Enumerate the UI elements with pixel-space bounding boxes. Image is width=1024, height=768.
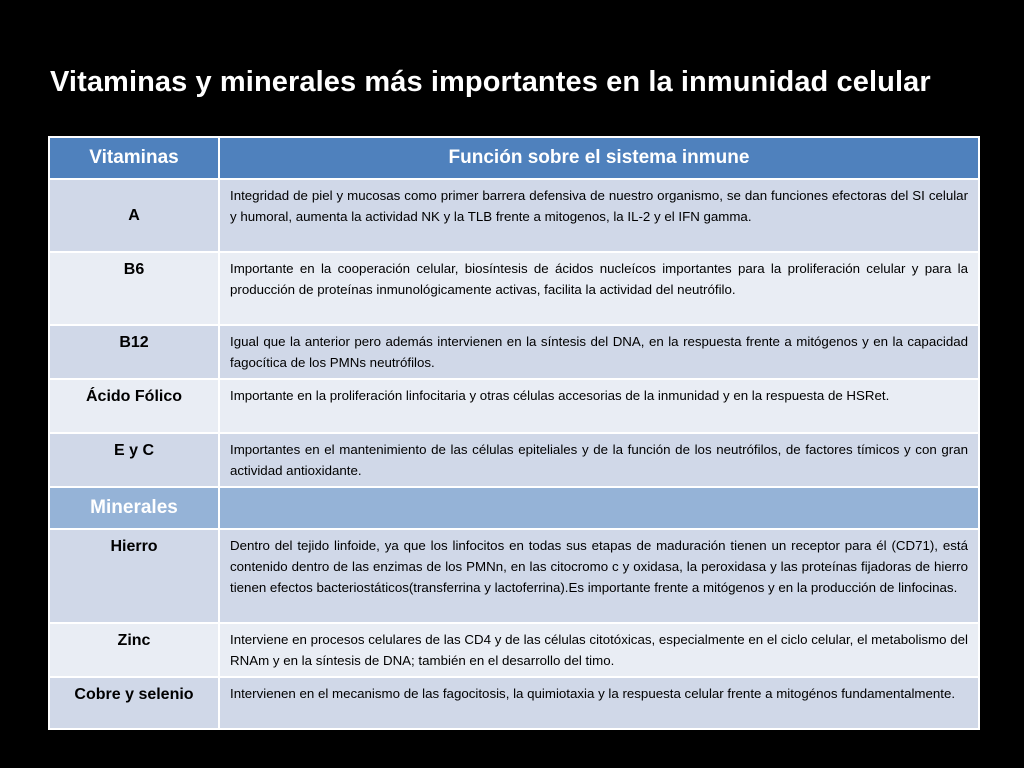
mineral-function: Interviene en procesos celulares de las CD4 y de las células citotóxicas, especialmente en el ciclo celular, el metabolismo del RNAm y en la síntesis de DNA; también en el desarrollo del timo. [219, 623, 979, 677]
mineral-function: Dentro del tejido linfoide, ya que los linfocitos en todas sus etapas de maduración tienen un receptor para él (CD71), está contenido dentro de las enzimas de los PMNn, en las citocromo c y oxidasa, la peroxidasa y las proteínas fijadoras de hierro tienen efectos bacteriostáticos(transferrina y lactoferrina).Es importante frente a mitógenos y en la producción de linfocinas. [219, 529, 979, 623]
vitamin-name: Ácido Fólico [49, 379, 219, 433]
table-row [49, 325, 979, 379]
column-header-vitamins: Vitaminas [49, 137, 219, 179]
minerals-section-row [49, 487, 979, 529]
table-row [49, 529, 979, 623]
vitamin-function: Importantes en el mantenimiento de las células epiteliales y de la función de los neutrófilos, de factores tímicos y con gran actividad antioxidante. [219, 433, 979, 487]
column-header-function: Función sobre el sistema inmune [219, 137, 979, 179]
page-title: Vitaminas y minerales más importantes en la inmunidad celular [50, 66, 931, 98]
table-row [49, 379, 979, 433]
mineral-function: Intervienen en el mecanismo de las fagocitosis, la quimiotaxia y la respuesta celular frente a mitogénos fundamentalmente. [219, 677, 979, 729]
vitamin-name: B6 [49, 252, 219, 325]
nutrient-table [48, 136, 980, 730]
table-row [49, 677, 979, 729]
vitamin-function: Importante en la proliferación linfocitaria y otras células accesorias de la inmunidad y en la respuesta de HSRet. [219, 379, 979, 433]
vitamin-name: E y C [49, 433, 219, 487]
table-row [49, 623, 979, 677]
table-row [49, 252, 979, 325]
vitamin-function: Integridad de piel y mucosas como primer barrera defensiva de nuestro organismo, se dan funciones efectoras del SI celular y humoral, aumenta la actividad NK y la TLB frente a mitogenos, la IL-2 y el IFN gamma. [219, 179, 979, 252]
vitamin-name: B12 [49, 325, 219, 379]
minerals-section-empty-cell [219, 487, 979, 529]
vitamin-function: Igual que la anterior pero además intervienen en la síntesis del DNA, en la respuesta frente a mitógenos y en la capacidad fagocítica de los PMNs neutrófilos. [219, 325, 979, 379]
minerals-section-label: Minerales [49, 487, 219, 529]
table-row [49, 433, 979, 487]
vitamin-function: Importante en la cooperación celular, biosíntesis de ácidos nucleícos importantes para la proliferación celular y para la producción de proteínas inmunológicamente activas, facilita la actividad del neutrófilo. [219, 252, 979, 325]
mineral-name: Cobre y selenio [49, 677, 219, 729]
vitamin-name: A [49, 179, 219, 252]
mineral-name: Zinc [49, 623, 219, 677]
table-row [49, 179, 979, 252]
mineral-name: Hierro [49, 529, 219, 623]
table-header-row [49, 137, 979, 179]
